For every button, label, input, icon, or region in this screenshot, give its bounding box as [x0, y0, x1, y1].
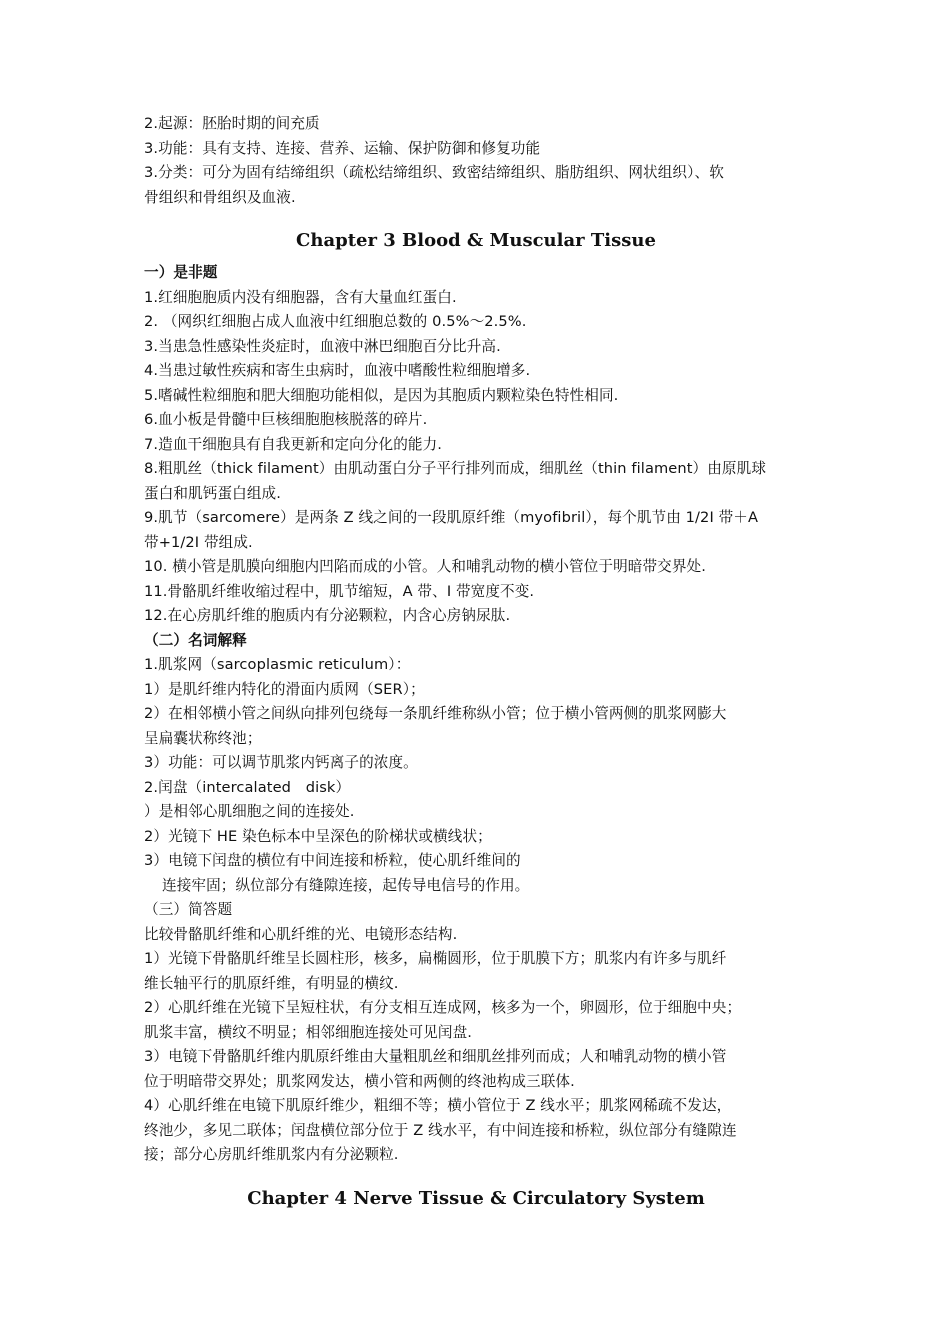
- short-answer-section: [144, 898, 808, 1168]
- text-line: 3.功能：具有支持、连接、营养、运输、保护防御和修复功能: [144, 139, 541, 157]
- list-item: 4.当患过敏性疾病和寄生虫病时，血液中嗜酸性粒细胞增多.: [144, 362, 531, 379]
- list-item: 1.红细胞胞质内没有细胞器，含有大量血红蛋白.: [144, 288, 457, 306]
- list-item: 11.骨骼肌纤维收缩过程中，肌节缩短，A 带、I 带宽度不变.: [144, 582, 535, 600]
- section-heading: 一）是非题: [144, 264, 218, 281]
- text-line: 2.起源：胚胎时期的间充质: [144, 115, 320, 132]
- list-item: 接；部分心房肌纤维肌浆内有分泌颗粒.: [144, 1146, 399, 1163]
- section-heading: （三）简答题: [144, 901, 233, 918]
- list-item: 3）功能：可以调节肌浆内钙离子的浓度。: [144, 754, 418, 771]
- list-item: 2.闰盘（intercalated disk）: [144, 778, 351, 796]
- list-item: 2. （网织红细胞占成人血液中红细胞总数的 0.5%～2.5%.: [144, 313, 527, 330]
- list-item: 3）电镜下闰盘的横位有中间连接和桥粒，使心肌纤维间的: [144, 852, 521, 869]
- chapter-3-heading: Chapter 3 Blood & Muscular Tissue: [296, 230, 656, 251]
- list-item: 6.血小板是骨髓中巨核细胞胞核脱落的碎片.: [144, 411, 428, 428]
- list-item: ）是相邻心肌细胞之间的连接处.: [144, 803, 355, 820]
- list-item: 维长轴平行的肌原纤维，有明显的横纹.: [144, 974, 399, 992]
- list-item: 肌浆丰富，横纹不明显；相邻细胞连接处可见闰盘.: [144, 1023, 473, 1041]
- text-line: 骨组织和骨组织及血液.: [144, 188, 296, 206]
- list-item: 2）在相邻横小管之间纵向排列包绕每一条肌纤维称纵小管；位于横小管两侧的肌浆网膨大: [144, 705, 727, 722]
- connective-tissue-summary: [144, 112, 808, 210]
- list-item: 1）光镜下骨骼肌纤维呈长圆柱形，核多，扁椭圆形，位于肌膜下方；肌浆内有许多与肌纤: [144, 950, 727, 967]
- list-item: 带+1/2I 带组成.: [144, 533, 253, 551]
- list-item: 2）光镜下 HE 染色标本中呈深色的阶梯状或横线状；: [144, 827, 492, 845]
- terms-section: [144, 629, 808, 899]
- list-item: 4）心肌纤维在电镜下肌原纤维少，粗细不等；横小管位于 Z 线水平；肌浆网稀疏不发达，: [144, 1097, 732, 1114]
- list-item: 8.粗肌丝（thick filament）由肌动蛋白分子平行排列而成，细肌丝（thin filament）由原肌球: [144, 460, 767, 477]
- list-item: 9.肌节（sarcomere）是两条 Z 线之间的一段肌原纤维（myofibril），每个肌节由 1/2I 带＋A: [144, 509, 759, 526]
- document-page: [144, 112, 808, 1214]
- list-item: 蛋白和肌钙蛋白组成.: [144, 484, 281, 502]
- list-item: 12.在心房肌纤维的胞质内有分泌颗粒，内含心房钠尿肽.: [144, 607, 511, 624]
- list-item: 1.肌浆网（sarcoplasmic reticulum）：: [144, 656, 411, 673]
- list-item: 5.嗜碱性粒细胞和肥大细胞功能相似，是因为其胞质内颗粒染色特性相同.: [144, 386, 619, 404]
- list-item: 比较骨骼肌纤维和心肌纤维的光、电镜形态结构.: [144, 925, 458, 943]
- list-item: 3.当患急性感染性炎症时，血液中淋巴细胞百分比升高.: [144, 337, 501, 355]
- list-item: 7.造血干细胞具有自我更新和定向分化的能力.: [144, 435, 443, 453]
- list-item: 1）是肌纤维内特化的滑面内质网（SER）；: [144, 680, 425, 698]
- list-item: 呈扁囊状称终池；: [144, 729, 262, 747]
- list-item: 位于明暗带交界处；肌浆网发达，横小管和两侧的终池构成三联体.: [144, 1072, 575, 1090]
- list-item: 连接牢固；纵位部分有缝隙连接，起传导电信号的作用。: [162, 876, 530, 894]
- list-item: 10. 横小管是肌膜向细胞内凹陷而成的小管。人和哺乳动物的横小管位于明暗带交界处.: [144, 558, 706, 575]
- true-false-section: [144, 261, 808, 629]
- list-item: 3）电镜下骨骼肌纤维内肌原纤维由大量粗肌丝和细肌丝排列而成；人和哺乳动物的横小管: [144, 1048, 727, 1065]
- chapter-4-heading: Chapter 4 Nerve Tissue & Circulatory System: [247, 1187, 705, 1209]
- list-item: 2）心肌纤维在光镜下呈短柱状，有分支相互连成网，核多为一个，卵圆形，位于细胞中央；: [144, 999, 742, 1016]
- text-line: 3.分类：可分为固有结缔组织（疏松结缔组织、致密结缔组织、脂肪组织、网状组织）、软: [144, 164, 724, 181]
- list-item: 终池少，多见二联体；闰盘横位部分位于 Z 线水平，有中间连接和桥粒，纵位部分有缝隙连: [144, 1121, 737, 1139]
- section-heading: （二）名词解释: [144, 631, 247, 649]
